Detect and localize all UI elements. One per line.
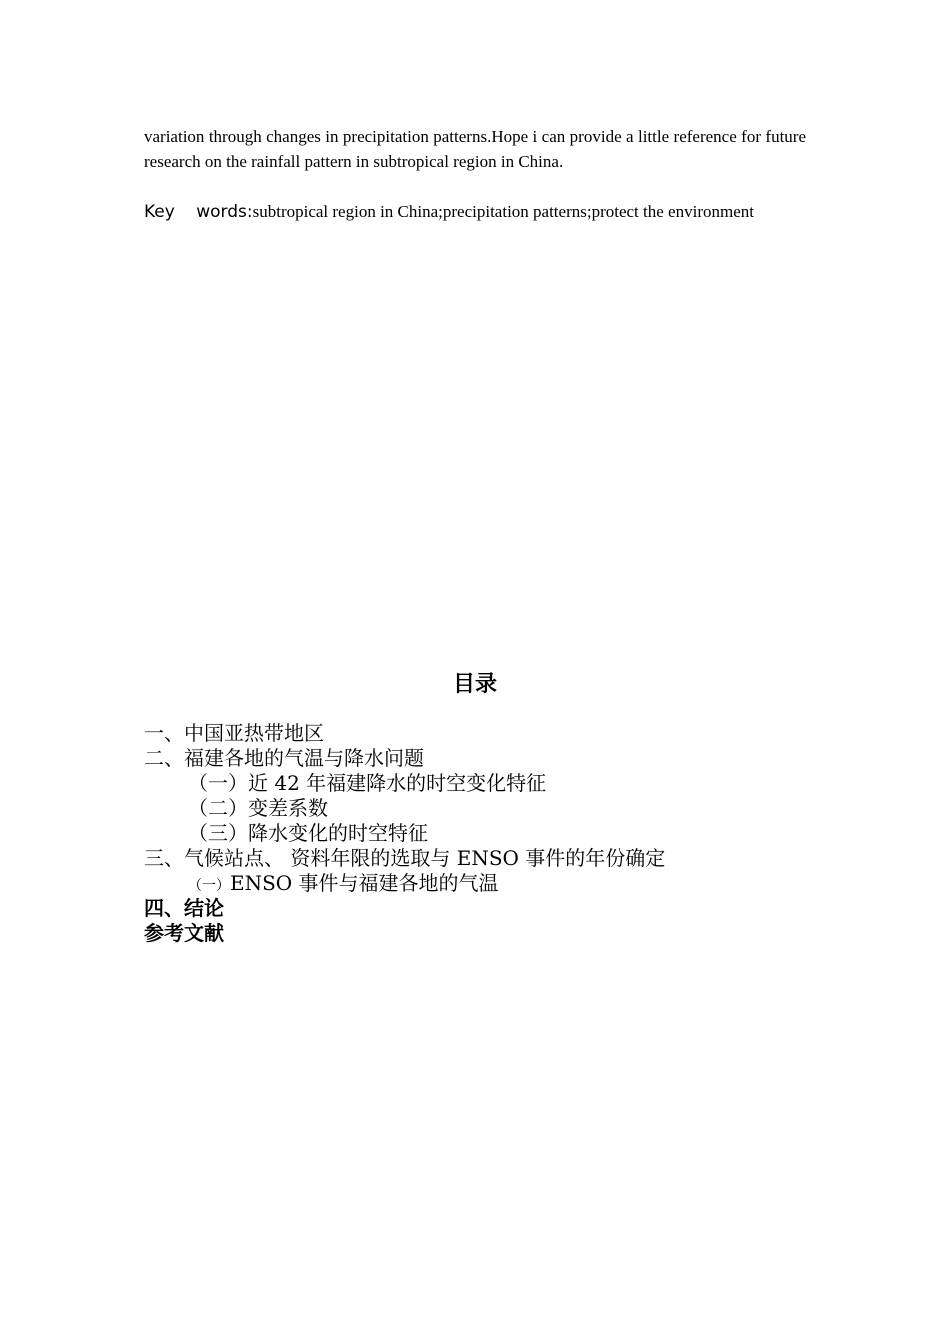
toc-item-section-3[interactable] [144,846,824,871]
abstract-continuation: variation through changes in precipitation patterns.Hope i can provide a little reference for future research on the rainfall pattern in subtropical region in China. [144,127,806,171]
toc-item-section-1[interactable] [144,721,824,746]
toc-item-section-3-1[interactable] [144,871,824,896]
toc-item-label: ENSO 事件与福建各地的气温 [230,871,499,895]
toc-item-label: 四、结论 [144,896,224,920]
toc-item-label: 二、福建各地的气温与降水问题 [144,746,424,770]
toc-item-label: 参考文献 [144,921,224,945]
toc-item-section-2[interactable] [144,746,824,771]
toc-item-section-2-3[interactable] [144,821,824,846]
toc-item-label: （一）近 42 年福建降水的时空变化特征 [188,771,547,795]
toc-item-section-2-1[interactable] [144,771,824,796]
toc-item-label: （二）变差系数 [188,796,328,820]
toc-item-section-2-2[interactable] [144,796,824,821]
toc-item-prefix: （一） [188,878,230,894]
toc-item-section-4[interactable] [144,896,824,921]
toc-item-label: 三、气候站点、 资料年限的选取与 ENSO 事件的年份确定 [144,846,666,870]
toc-item-label: 一、中国亚热带地区 [144,721,324,745]
toc-title: 目录 [452,672,497,697]
toc-item-label: （三）降水变化的时空特征 [188,821,428,845]
table-of-contents [144,721,824,946]
keywords-label: Key words: [144,202,253,222]
keywords-text: subtropical region in China;precipitation patterns;protect the environment [252,202,754,221]
keywords-paragraph [144,199,806,225]
toc-item-references[interactable] [144,921,824,946]
